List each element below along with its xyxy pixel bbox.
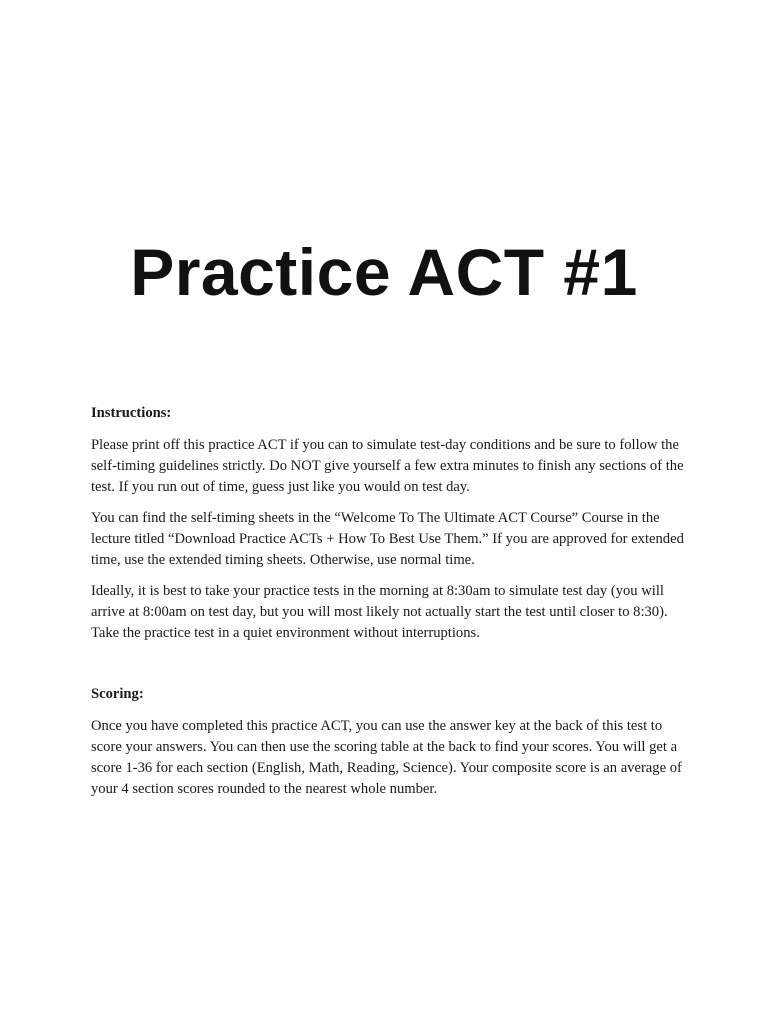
instructions-paragraph-2: You can find the self-timing sheets in the “Welcome To The Ultimate ACT Course” Course in the lecture titled “Download Practice ACTs + How To Best Use Them.” If you are approved for extended time, use the extended timing sheets. Otherwise, use normal time. (91, 510, 684, 568)
instructions-paragraph-1: Please print off this practice ACT if you can to simulate test-day conditions and be sure to follow the self-timing guidelines strictly. Do NOT give yourself a few extra minutes to finish any sections of the test. If you run out of time, guess just like you would on test day. (91, 437, 684, 495)
scoring-paragraph-1: Once you have completed this practice ACT, you can use the answer key at the back of this test to score your answers. You can then use the scoring table at the back to find your scores. You will get a score 1-36 for each section (English, Math, Reading, Science). Your composite score is an average of your 4 section scores rounded to the nearest whole number. (91, 718, 682, 797)
instructions-paragraph-3: Ideally, it is best to take your practice tests in the morning at 8:30am to simulate test day (you will arrive at 8:00am on test day, but you will most likely not actually start the test until closer to 8:30). Take the practice test in a quiet environment without interruptions. (91, 583, 668, 641)
section-spacer (91, 654, 691, 684)
instructions-heading: Instructions: (91, 405, 172, 421)
document-body (91, 403, 691, 810)
scoring-section (91, 684, 691, 800)
scoring-heading: Scoring: (91, 686, 144, 702)
instructions-section (91, 403, 691, 644)
page-title: Practice ACT #1 (130, 235, 638, 309)
